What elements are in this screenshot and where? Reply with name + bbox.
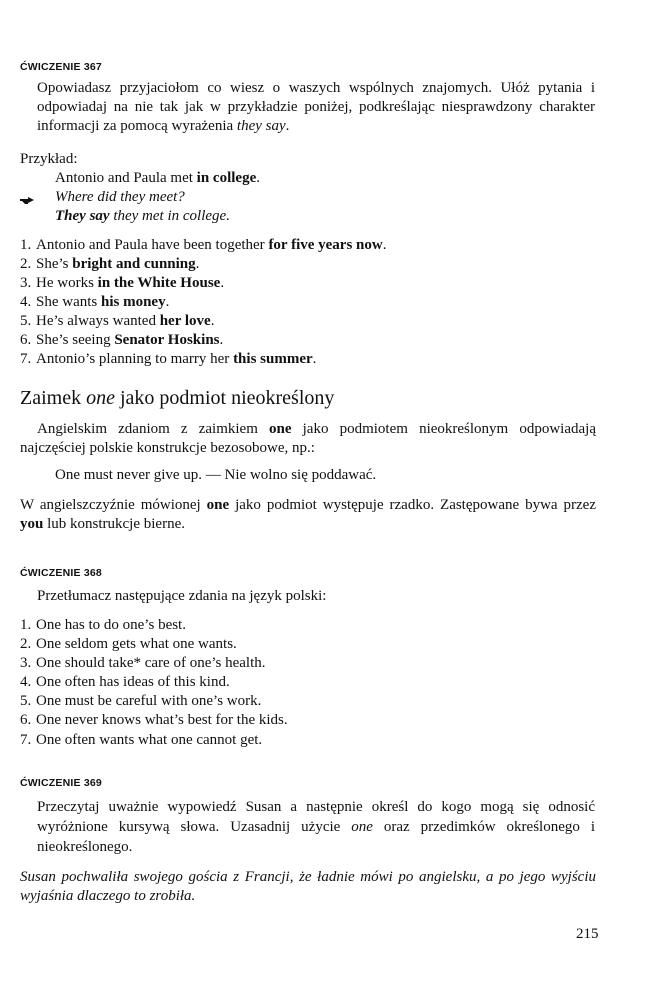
list-item: 5. He’s always wanted her love. [20,313,215,329]
exercise-369-header: ĆWICZENIE 369 [20,777,102,789]
list-item: 2. She’s bright and cunning. [20,256,200,272]
page-number: 215 [576,926,599,942]
list-item: 7. Antonio’s planning to marry her this summer. [20,351,317,367]
pointing-hand-icon [19,195,35,205]
list-item: 4. She wants his money. [20,294,170,310]
list-item: 7. One often wants what one cannot get. [20,732,263,748]
section-example: One must never give up. — Nie wolno się poddawać. [55,467,377,483]
list-item: 3. He works in the White House. [20,275,225,291]
exercise-369-italic-text: Susan pochwaliła swojego gościa z Francji, że ładnie mówi po angielsku, a po jego wyjściu wyjaśnia dlaczego to zrobiła. [20,869,596,904]
example-statement: Antonio and Paula met in college. [55,170,260,186]
list-item: 1. Antonio and Paula have been together for five years now. [20,237,387,253]
example-answer: They say they met in college. [55,208,230,224]
example-label: Przykład: [20,151,78,167]
phrase-they-say: they say [236,118,286,134]
list-item: 6. One never knows what’s best for the kids. [20,712,288,728]
list-item: 4. One often has ideas of this kind. [20,674,230,690]
list-item: 5. One must be careful with one’s work. [20,693,262,709]
example-question: Where did they meet? [55,189,185,205]
list-item: 6. She’s seeing Senator Hoskins. [20,332,224,348]
exercise-369-instruction: Przeczytaj uważnie wypowiedź Susan a następnie określ do kogo mogą się odnosić wyróżnione kursywą słowa. Uzasadnij użycie one oraz przedimków określonego i nieokreślonego. [37,799,595,855]
list-item: 1. One has to do one’s best. [20,617,186,633]
exercise-367-instruction: Opowiadasz przyjaciołom co wiesz o waszych wspólnych znajomych. Ułóż pytania i odpowiadaj na nie tak jak w przykładzie poniżej, podkreślając niesprawdzony charakter informacji za pomocą wyrażenia they say. [37,80,595,134]
section-title: Zaimek one jako podmiot nieokreślony [20,387,335,409]
exercise-367-header: ĆWICZENIE 367 [20,61,102,73]
exercise-368-instruction: Przetłumacz następujące zdania na język polski: [37,588,327,604]
list-item: 3. One should take* care of one’s health. [20,655,266,671]
exercise-368-header: ĆWICZENIE 368 [20,567,102,579]
list-item: 2. One seldom gets what one wants. [20,636,237,652]
section-paragraph-1: Angielskim zdaniom z zaimkiem one jako podmiotem nieokreślonym odpowiadają najczęściej polskie konstrukcje bezosobowe, np.: [20,421,596,456]
section-paragraph-2: W angielszczyźnie mówionej one jako podmiot występuje rzadko. Zastępowane bywa przez you lub konstrukcje bierne. [20,497,596,532]
